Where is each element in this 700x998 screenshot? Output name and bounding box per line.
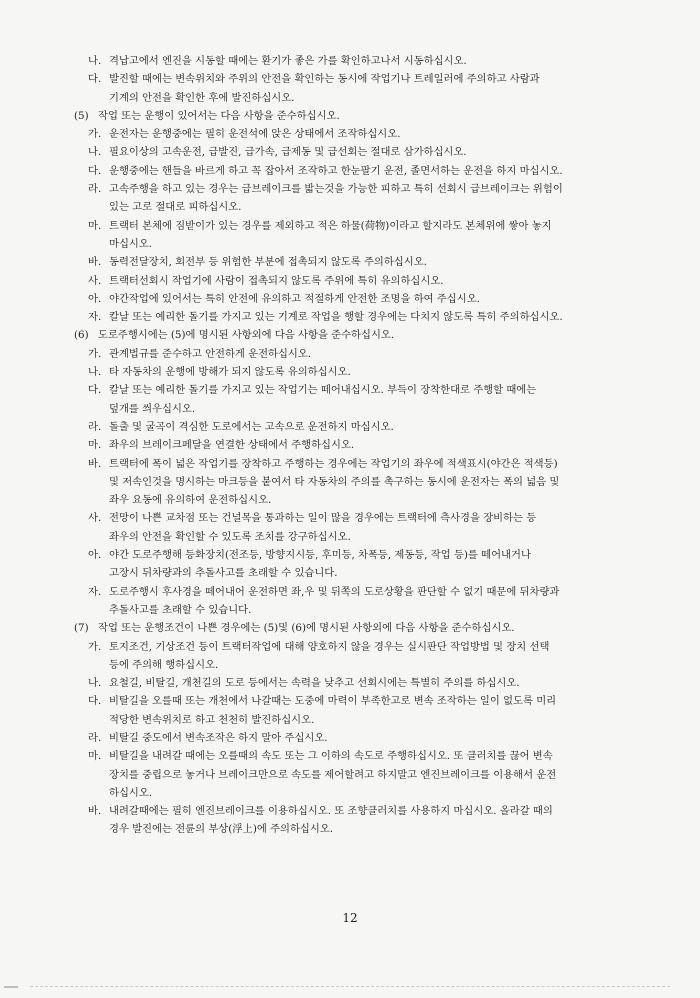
item-marker: 마. bbox=[88, 750, 102, 763]
item-marker: 나. bbox=[88, 55, 102, 67]
item-text bbox=[70, 326, 670, 344]
text-line: 야간작업에 있어서는 특히 안전에 유의하고 적절하게 안전한 조명을 하여 주십시오. bbox=[109, 292, 480, 305]
item-marker: 라. bbox=[88, 731, 102, 744]
text-line: 트랙터 본체에 짐받이가 있는 경우를 제외하고 적은 하물(荷物)이라고 할지라도 본체위에 쌓아 놓지 bbox=[109, 219, 552, 232]
text-line: 타 자동차의 운행에 방해가 되지 않도록 유의하십시오. bbox=[109, 366, 351, 379]
text-line: 좌우의 안전을 확인할 수 있도록 조치를 강구하십시오. bbox=[109, 530, 351, 543]
text-line: 필요이상의 고속운전, 급발진, 급가속, 급제동 및 급선회는 절대로 삼가하십시오. bbox=[109, 146, 467, 159]
list-item bbox=[70, 308, 670, 326]
text-line: 내려갈때에는 필히 엔진브레이크를 이용하십시오. 또 조향클러치를 사용하지 마십시오. 올라갈 때의 bbox=[109, 805, 553, 818]
item-text bbox=[70, 418, 670, 436]
item-marker: 바. bbox=[88, 457, 102, 470]
item-marker: 자. bbox=[88, 311, 102, 324]
item-text bbox=[70, 162, 670, 180]
list-item bbox=[70, 345, 670, 363]
list-item bbox=[70, 52, 670, 70]
item-marker: (7) bbox=[74, 622, 89, 635]
text-line: 트랙터선회시 작업기에 사람이 접촉되지 않도록 주위에 특히 유의하십시오. bbox=[109, 274, 444, 287]
item-text bbox=[70, 747, 670, 802]
list-item bbox=[70, 729, 670, 747]
text-line: 있는 고로 절대로 피하십시오. bbox=[109, 201, 242, 214]
list-item bbox=[70, 747, 670, 802]
footer-rule bbox=[30, 986, 670, 987]
text-line: 칼날 또는 예리한 돌기를 가지고 있는 기계로 작업을 행할 경우에는 다치지 않도록 특히 주의하십시오. bbox=[109, 311, 563, 324]
text-line: 운행중에는 핸들을 바르게 하고 꼭 잡아서 조작하고 한눈팔기 운전, 졸면서하는 운전을 하지 마십시오. bbox=[109, 164, 563, 177]
text-line: 등에 주의해 행하십시오. bbox=[109, 658, 219, 671]
item-text bbox=[70, 455, 670, 510]
item-text bbox=[70, 381, 670, 418]
item-text bbox=[70, 290, 670, 308]
item-text bbox=[70, 363, 670, 381]
section-heading bbox=[70, 326, 670, 344]
item-marker: 아. bbox=[88, 549, 102, 562]
list-item bbox=[70, 674, 670, 692]
text-line: 적당한 변속위치로 하고 천천히 발진하십시오. bbox=[109, 713, 315, 726]
item-marker: 바. bbox=[88, 256, 102, 269]
text-line: 비탈길을 내려갈 때에는 오를때의 속도 또는 그 이하의 속도로 주행하십시오. 또 클러치를 끊어 변속 bbox=[109, 750, 553, 763]
item-text bbox=[70, 217, 670, 254]
item-text bbox=[70, 546, 670, 583]
text-line: 작업 또는 운행조건이 나쁜 경우에는 (5)및 (6)에 명시된 사항외에 다음 사항을 준수하십시오. bbox=[98, 622, 515, 635]
item-marker: 가. bbox=[88, 640, 102, 653]
text-line: 야간 도로주행해 등화장치(전조등, 방향지시등, 후미등, 차폭등, 제동등, 작업 등)를 떼어내거나 bbox=[109, 549, 531, 562]
item-text bbox=[70, 180, 670, 217]
item-marker: 다. bbox=[88, 695, 102, 708]
list-item bbox=[70, 583, 670, 620]
text-line: 칼날 또는 예리한 돌기를 가지고 있는 작업기는 떼어내십시오. 부득이 장착한대로 주행할 때에는 bbox=[109, 384, 537, 397]
text-line: 비탈길 중도에서 변속조작은 하지 말아 주십시오. bbox=[109, 731, 328, 744]
item-text bbox=[70, 143, 670, 161]
item-text bbox=[70, 345, 670, 363]
list-item bbox=[70, 546, 670, 583]
list-item bbox=[70, 418, 670, 436]
list-item bbox=[70, 802, 670, 839]
item-marker: 자. bbox=[88, 585, 102, 598]
list-item bbox=[70, 290, 670, 308]
item-text bbox=[70, 308, 670, 326]
text-line: 운전자는 운행중에는 필히 운전석에 앉은 상태에서 조작하십시오. bbox=[109, 128, 401, 141]
item-marker: 마. bbox=[88, 219, 102, 232]
text-line: 격납고에서 엔진을 시동할 때에는 환기가 좋은 가를 확인하고나서 시동하십시오. bbox=[109, 55, 467, 67]
text-line: 경우 발진에는 전륜의 부상(浮上)에 주의하십시오. bbox=[109, 823, 334, 836]
text-line: 트랙터에 폭이 넓은 작업기를 장착하고 주행하는 경우에는 작업기의 좌우에 적색표시(야간은 적색등) bbox=[109, 457, 558, 470]
text-line: 전망이 나쁜 교차점 또는 건널목을 통과하는 일이 많을 경우에는 트랙터에 측사경을 장비하는 등 bbox=[109, 512, 537, 525]
item-marker: 사. bbox=[88, 512, 102, 525]
text-line: 요철길, 비탈길, 개천길의 도로 등에서는 속력을 낮추고 선회시에는 특별히 주의를 하십시오. bbox=[109, 677, 520, 690]
section-heading bbox=[70, 107, 670, 125]
item-marker: 가. bbox=[88, 128, 102, 141]
item-text bbox=[70, 125, 670, 143]
item-marker: (5) bbox=[74, 109, 89, 122]
list-item bbox=[70, 253, 670, 271]
item-text bbox=[70, 272, 670, 290]
list-item bbox=[70, 180, 670, 217]
item-marker: 다. bbox=[88, 384, 102, 397]
text-line: 비탈길을 오를때 또는 개천에서 나갈때는 도중에 마력이 부족한고로 변속 조작하는 일이 없도록 미리 bbox=[109, 695, 557, 708]
item-marker: 바. bbox=[88, 805, 102, 818]
text-line: 및 저속인것을 명시하는 마크등을 붙여서 타 자동차의 주의를 촉구하는 동시에 운전자는 폭의 넓음 및 bbox=[109, 475, 560, 488]
list-item bbox=[70, 363, 670, 381]
item-marker: 아. bbox=[88, 292, 102, 305]
text-line: 관계법규를 준수하고 안전하게 운전하십시오. bbox=[109, 347, 312, 360]
text-line: 도로주행시 후사경을 떼어내어 운전하면 좌,우 및 뒤쪽의 도로상황을 판단할 수 없기 때문에 뒤차량과 bbox=[109, 585, 560, 598]
item-text bbox=[70, 729, 670, 747]
list-item bbox=[70, 692, 670, 729]
text-line: 작업 또는 운행이 있어서는 다음 사항을 준수하십시오. bbox=[98, 109, 340, 122]
item-marker: 가. bbox=[88, 347, 102, 360]
item-marker: 라. bbox=[88, 183, 102, 196]
item-text bbox=[70, 674, 670, 692]
item-text bbox=[70, 509, 670, 546]
text-line: 기계의 안전을 확인한 후에 발진하십시오. bbox=[109, 91, 295, 104]
text-line: 토지조건, 기상조건 등이 트랙터작업에 대해 양호하지 않을 경우는 실시판단 작업방법 및 장치 선택 bbox=[109, 640, 550, 653]
list-item bbox=[70, 638, 670, 675]
item-text bbox=[70, 436, 670, 454]
text-line: 고속주행을 하고 있는 경우는 급브레이크를 밟는것을 가능한 피하고 특히 선회시 급브레이크는 위험이 bbox=[109, 183, 563, 196]
item-text bbox=[70, 583, 670, 620]
item-marker: 나. bbox=[88, 366, 102, 379]
text-line: 하십시오. bbox=[109, 786, 153, 799]
section-heading bbox=[70, 619, 670, 637]
list-item bbox=[70, 143, 670, 161]
item-text bbox=[70, 802, 670, 839]
text-line: 고장시 뒤차량과의 추돌사고를 초래할 수 있습니다. bbox=[109, 567, 338, 580]
text-line: 좌우 요동에 유의하여 운전하십시오. bbox=[109, 494, 272, 507]
text-line: 추돌사고를 초래할 수 있습니다. bbox=[109, 603, 252, 616]
item-marker: 나. bbox=[88, 146, 102, 159]
item-marker: 마. bbox=[88, 439, 102, 452]
list-item bbox=[70, 162, 670, 180]
list-item bbox=[70, 272, 670, 290]
list-item bbox=[70, 70, 670, 107]
item-text bbox=[70, 638, 670, 675]
item-text bbox=[70, 253, 670, 271]
page-number: 12 bbox=[342, 911, 358, 925]
text-line: 돌출 및 굴곡이 격심한 도로에서는 고속으로 운전하지 마십시오. bbox=[109, 420, 394, 433]
item-text bbox=[70, 107, 670, 125]
item-marker: 다. bbox=[88, 164, 102, 177]
item-marker: 라. bbox=[88, 420, 102, 433]
item-marker: (6) bbox=[74, 329, 89, 342]
text-line: 좌우의 브레이크페달을 연결한 상태에서 주행하십시오. bbox=[109, 439, 355, 452]
scan-edge-mark bbox=[4, 986, 18, 988]
list-item bbox=[70, 217, 670, 254]
item-text bbox=[70, 692, 670, 729]
item-marker: 나. bbox=[88, 677, 102, 690]
text-line: 도로주행시에는 (5)에 명시된 사항외에 다음 사항을 준수하십시오. bbox=[98, 329, 395, 342]
text-line: 동력전달장치, 회전부 등 위험한 부분에 접촉되지 않도록 주의하십시오. bbox=[109, 256, 427, 269]
item-marker: 사. bbox=[88, 274, 102, 287]
list-item bbox=[70, 436, 670, 454]
instruction-list bbox=[70, 52, 670, 839]
list-item bbox=[70, 125, 670, 143]
list-item bbox=[70, 381, 670, 418]
text-line: 발진할 때에는 변속위치와 주위의 안전을 확인하는 동시에 작업기나 트레일러에 주의하고 사람과 bbox=[109, 73, 540, 86]
item-text bbox=[70, 619, 670, 637]
text-line: 덮개를 씌우십시오. bbox=[109, 402, 196, 415]
item-text bbox=[70, 52, 670, 70]
item-marker: 다. bbox=[88, 73, 102, 86]
list-item bbox=[70, 455, 670, 510]
text-line: 장치를 중립으로 놓거나 브레이크만으로 속도를 제어할려고 하지말고 엔진브레이크를 이용해서 운전 bbox=[109, 768, 557, 781]
list-item bbox=[70, 509, 670, 546]
item-text bbox=[70, 70, 670, 107]
text-line: 마십시오. bbox=[109, 237, 153, 250]
